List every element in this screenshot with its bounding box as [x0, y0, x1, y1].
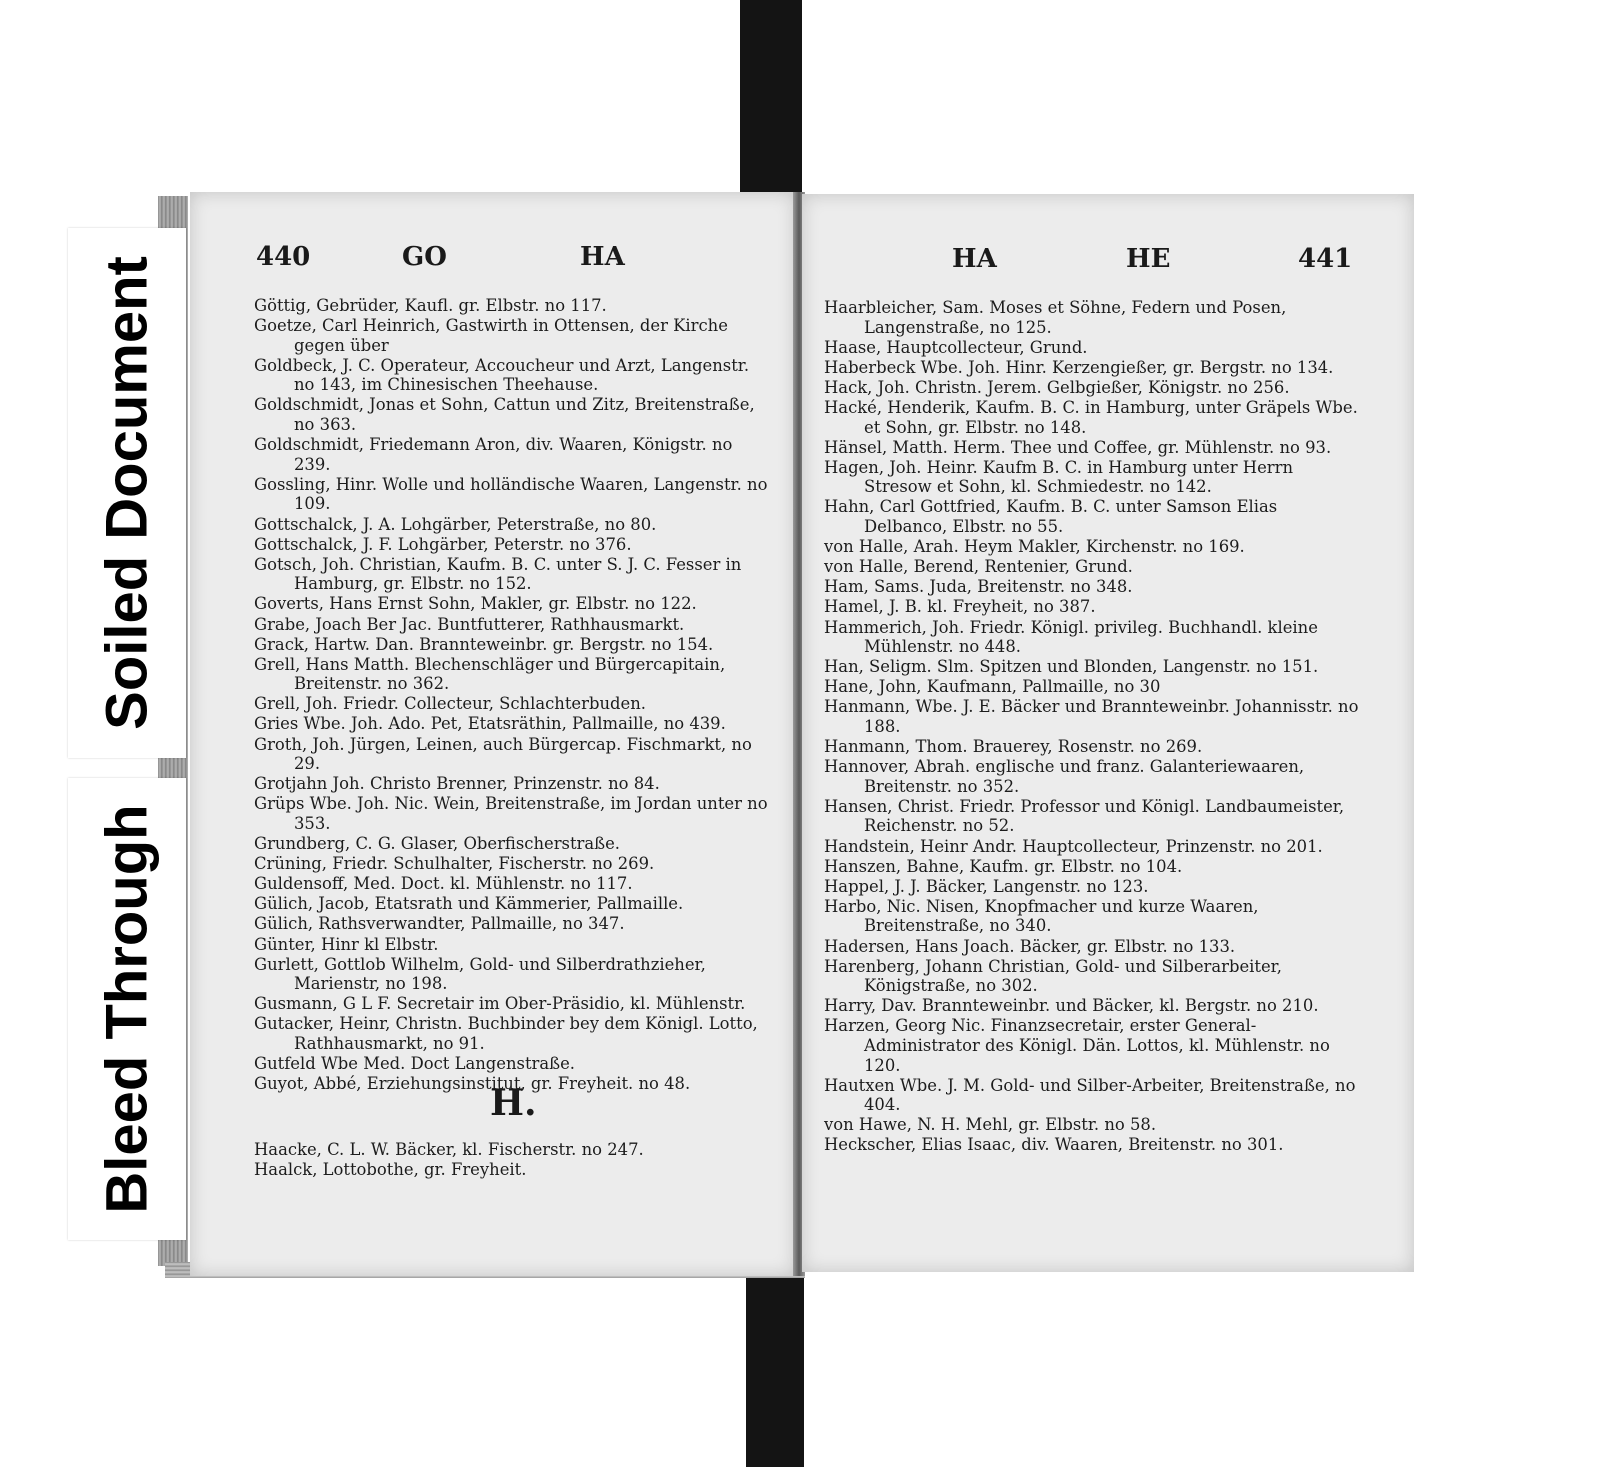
directory-entry: Grell, Hans Matth. Blechenschläger und Bürgercapitain, Breitenstr. no 362.	[254, 654, 726, 694]
soiled-document-text: Soiled Document	[94, 256, 160, 730]
directory-entry: Gülich, Jacob, Etatsrath und Kämmerier, Pallmaille.	[254, 894, 684, 914]
left-head-right: HA	[580, 242, 625, 272]
directory-entry: Hänsel, Matth. Herm. Thee und Coffee, gr. Mühlenstr. no 93.	[824, 437, 1332, 457]
directory-entry: Grack, Hartw. Dan. Brannteweinbr. gr. Bergstr. no 154.	[254, 634, 714, 654]
left-head-left: GO	[402, 242, 447, 272]
directory-entry: Groth, Joh. Jürgen, Leinen, auch Bürgercap. Fischmarkt, no 29.	[254, 734, 752, 774]
left-page-number: 440	[256, 242, 311, 272]
left-page	[190, 192, 795, 1276]
directory-entry: von Halle, Arah. Heym Makler, Kirchenstr. no 169.	[824, 537, 1245, 557]
directory-entry: Gülich, Rathsverwandter, Pallmaille, no 347.	[254, 914, 625, 934]
directory-entry: Harenberg, Johann Christian, Gold- und Silberarbeiter, Königstraße, no 302.	[824, 956, 1282, 996]
directory-entry: Han, Seligm. Slm. Spitzen und Blonden, Langenstr. no 151.	[824, 657, 1319, 677]
left-entry-list	[254, 296, 774, 1094]
directory-entry: Hadersen, Hans Joach. Bäcker, gr. Elbstr. no 133.	[824, 936, 1236, 956]
directory-entry: Hack, Joh. Christn. Jerem. Gelbgießer, Königstr. no 256.	[824, 377, 1290, 397]
directory-entry: Hammerich, Joh. Friedr. Königl. privileg. Buchhandl. kleine Mühlenstr. no 448.	[824, 617, 1318, 657]
directory-entry: Goldbeck, J. C. Operateur, Accoucheur und Arzt, Langenstr. no 143, im Chinesischen Theehause.	[254, 355, 750, 395]
directory-entry: Gotsch, Joh. Christian, Kaufm. B. C. unter S. J. C. Fesser in Hamburg, gr. Elbstr. no 152.	[254, 554, 742, 594]
directory-entry: Harzen, Georg Nic. Finanzsecretair, erster General-Administrator des Königl. Dän. Lottos, kl. Mühlenstr. no 120.	[824, 1016, 1330, 1075]
directory-entry: Guldensoff, Med. Doct. kl. Mühlenstr. no 117.	[254, 874, 633, 894]
directory-entry: Hacké, Henderik, Kaufm. B. C. in Hamburg, unter Gräpels Wbe. et Sohn, gr. Elbstr. no 148.	[824, 397, 1358, 437]
right-entry-list	[824, 298, 1362, 1156]
directory-entry: Haalck, Lottobothe, gr. Freyheit.	[254, 1160, 527, 1180]
directory-entry: Hamel, J. B. kl. Freyheit, no 387.	[824, 597, 1096, 617]
directory-entry: Hanmann, Thom. Brauerey, Rosenstr. no 269.	[824, 737, 1203, 757]
directory-entry: Harbo, Nic. Nisen, Knopfmacher und kurze Waaren, Breitenstraße, no 340.	[824, 896, 1259, 936]
directory-entry: Guyot, Abbé, Erziehungsinstitut, gr. Freyheit. no 48.	[254, 1074, 691, 1094]
bleed-through-label	[68, 778, 186, 1240]
directory-entry: Goetze, Carl Heinrich, Gastwirth in Ottensen, der Kirche gegen über	[254, 316, 728, 355]
directory-entry: Gries Wbe. Joh. Ado. Pet, Etatsräthin, Pallmaille, no 439.	[254, 714, 726, 734]
directory-entry: Hanszen, Bahne, Kaufm. gr. Elbstr. no 104.	[824, 856, 1183, 876]
directory-entry: Hannover, Abrah. englische und franz. Galanteriewaaren, Breitenstr. no 352.	[824, 757, 1305, 796]
book-stand-bottom	[746, 1276, 804, 1467]
directory-entry: Goverts, Hans Ernst Sohn, Makler, gr. Elbstr. no 122.	[254, 594, 697, 614]
directory-entry: Haberbeck Wbe. Joh. Hinr. Kerzengießer, gr. Bergstr. no 134.	[824, 357, 1334, 377]
right-page-number: 441	[1298, 244, 1353, 274]
section-heading-h: H.	[490, 1082, 537, 1124]
directory-entry: Grundberg, C. G. Glaser, Oberfischerstraße.	[254, 834, 620, 854]
directory-entry: Günter, Hinr kl Elbstr.	[254, 934, 439, 954]
right-head-right: HE	[1126, 244, 1171, 274]
directory-entry: Grotjahn Joh. Christo Brenner, Prinzenstr. no 84.	[254, 774, 660, 794]
directory-entry: Gutacker, Heinr, Christn. Buchbinder bey dem Königl. Lotto, Rathhausmarkt, no 91.	[254, 1014, 758, 1053]
directory-entry: Hane, John, Kaufmann, Pallmaille, no 30	[824, 677, 1161, 697]
directory-entry: Harry, Dav. Brannteweinbr. und Bäcker, kl. Bergstr. no 210.	[824, 996, 1319, 1016]
soiled-document-label	[68, 228, 186, 758]
directory-entry: Happel, J. J. Bäcker, Langenstr. no 123.	[824, 876, 1149, 896]
directory-entry: Hanmann, Wbe. J. E. Bäcker und Brannteweinbr. Johannisstr. no 188.	[824, 697, 1359, 736]
directory-entry: Hahn, Carl Gottfried, Kaufm. B. C. unter Samson Elias Delbanco, Elbstr. no 55.	[824, 497, 1278, 537]
directory-entry: Grabe, Joach Ber Jac. Buntfutterer, Rathhausmarkt.	[254, 614, 685, 634]
directory-entry: von Halle, Berend, Rentenier, Grund.	[824, 557, 1133, 577]
directory-entry: Hansen, Christ. Friedr. Professor und Königl. Landbaumeister, Reichenstr. no 52.	[824, 796, 1345, 836]
bleed-through-text: Bleed Through	[94, 804, 160, 1214]
directory-entry: Hagen, Joh. Heinr. Kaufm B. C. in Hamburg unter Herrn Stresow et Sohn, kl. Schmiedestr. no 142.	[824, 457, 1293, 497]
directory-entry: Gossling, Hinr. Wolle und holländische Waaren, Langenstr. no 109.	[254, 474, 768, 514]
directory-entry: Heckscher, Elias Isaac, div. Waaren, Breitenstr. no 301.	[824, 1135, 1284, 1155]
directory-entry: Haacke, C. L. W. Bäcker, kl. Fischerstr. no 247.	[254, 1140, 644, 1159]
directory-entry: Gottschalck, J. A. Lohgärber, Peterstraße, no 80.	[254, 514, 657, 534]
directory-entry: Goldschmidt, Jonas et Sohn, Cattun und Zitz, Breitenstraße, no 363.	[254, 395, 755, 435]
directory-entry: Gurlett, Gottlob Wilhelm, Gold- und Silberdrathzieher, Marienstr, no 198.	[254, 954, 706, 994]
directory-entry: von Hawe, N. H. Mehl, gr. Elbstr. no 58.	[824, 1115, 1157, 1135]
directory-entry: Hautxen Wbe. J. M. Gold- und Silber-Arbeiter, Breitenstraße, no 404.	[824, 1075, 1356, 1115]
directory-entry: Ham, Sams. Juda, Breitenstr. no 348.	[824, 577, 1133, 597]
directory-entry: Haarbleicher, Sam. Moses et Söhne, Federn und Posen, Langenstraße, no 125.	[824, 298, 1287, 337]
left-running-head	[190, 242, 795, 282]
right-head-left: HA	[952, 244, 997, 274]
directory-entry: Grell, Joh. Friedr. Collecteur, Schlachterbuden.	[254, 694, 646, 714]
right-page	[802, 194, 1414, 1272]
directory-entry: Crüning, Friedr. Schulhalter, Fischerstr. no 269.	[254, 854, 655, 874]
directory-entry: Haase, Hauptcollecteur, Grund.	[824, 337, 1088, 357]
right-running-head	[802, 244, 1414, 284]
directory-entry: Goldschmidt, Friedemann Aron, div. Waaren, Königstr. no 239.	[254, 435, 733, 474]
directory-entry: Handstein, Heinr Andr. Hauptcollecteur, Prinzenstr. no 201.	[824, 836, 1323, 856]
section-h-entry-list	[254, 1140, 774, 1180]
book-stand-top	[740, 0, 802, 196]
directory-entry: Gutfeld Wbe Med. Doct Langenstraße.	[254, 1054, 576, 1074]
directory-entry: Göttig, Gebrüder, Kaufl. gr. Elbstr. no 117.	[254, 296, 607, 315]
directory-entry: Grüps Wbe. Joh. Nic. Wein, Breitenstraße, im Jordan unter no 353.	[254, 794, 768, 833]
directory-entry: Gusmann, G L F. Secretair im Ober-Präsidio, kl. Mühlenstr.	[254, 994, 746, 1014]
directory-entry: Gottschalck, J. F. Lohgärber, Peterstr. no 376.	[254, 534, 632, 554]
